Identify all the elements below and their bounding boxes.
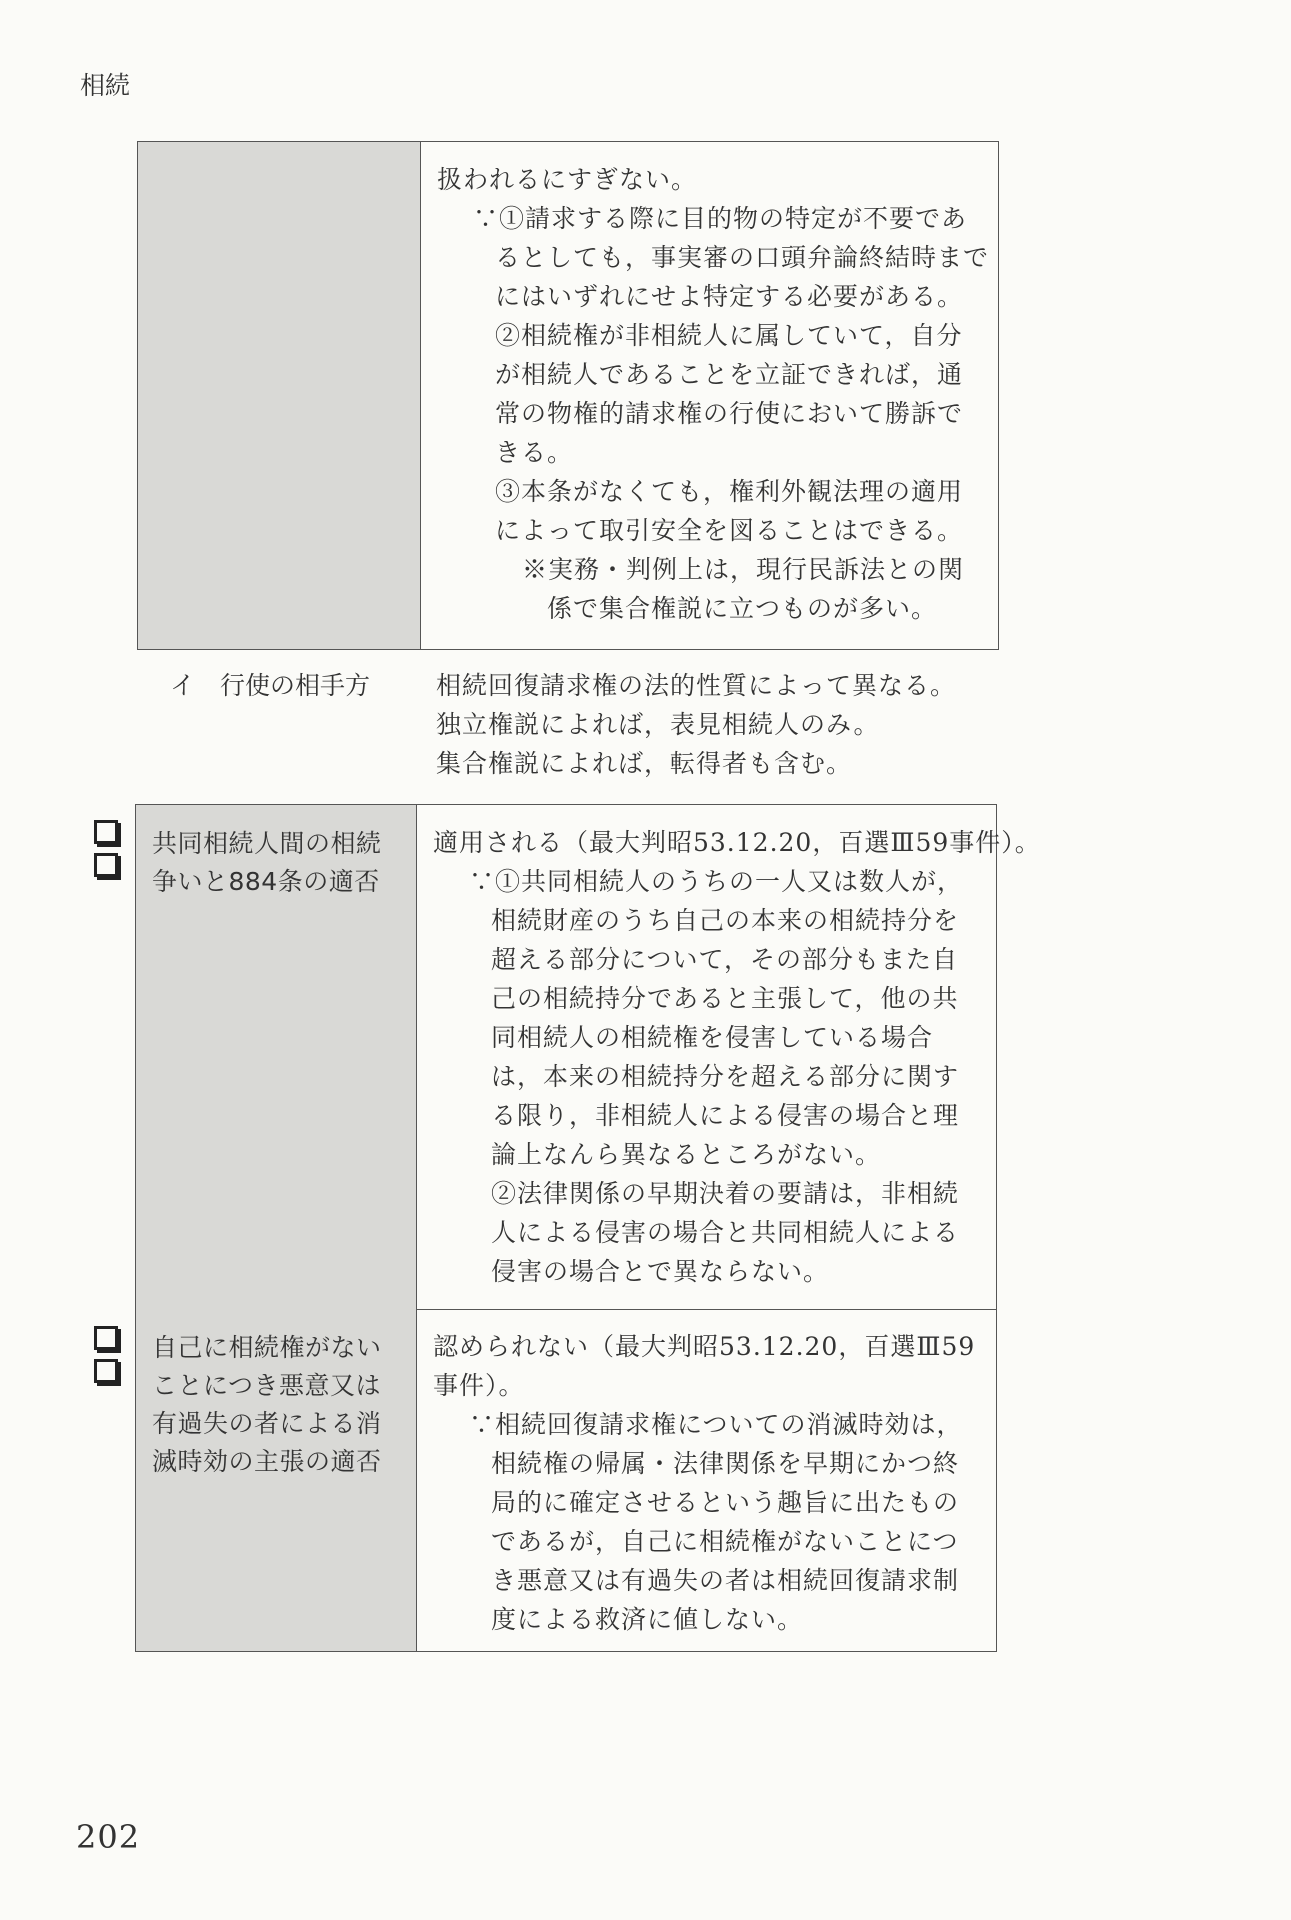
topic-label: 有過失の者による消 <box>152 1409 382 1438</box>
table-block-1 <box>137 141 999 650</box>
text-line: 係で集合権説に立つものが多い。 <box>547 594 938 623</box>
text-line: ※実務・判例上は，現行民訴法との関 <box>522 555 965 584</box>
text-line: 侵害の場合とで異ならない。 <box>491 1257 830 1286</box>
topic-label: 自己に相続権がない <box>152 1333 382 1362</box>
topic-label: 争いと884条の適否 <box>152 867 380 896</box>
review-checkboxes <box>94 820 118 886</box>
text-line: 人による侵害の場合と共同相続人による <box>491 1218 960 1247</box>
content-cell <box>417 805 1041 1309</box>
text-line: 超える部分について，その部分もまた自 <box>491 945 959 974</box>
page-number: 202 <box>76 1818 141 1856</box>
text-line: にはいずれにせよ特定する必要がある。 <box>495 282 964 311</box>
section-body <box>436 666 956 783</box>
section-heading: イ 行使の相手方 <box>170 671 371 700</box>
content-cell <box>417 1309 996 1651</box>
checkbox-icon[interactable] <box>94 1359 118 1383</box>
topic-label: ことにつき悪意又は <box>152 1371 382 1400</box>
review-checkboxes <box>94 1326 118 1392</box>
checkbox-icon[interactable] <box>94 853 118 877</box>
text-line: ②法律関係の早期決着の要請は，非相続 <box>491 1179 960 1208</box>
text-line: 相続財産のうち自己の本来の相続持分を <box>491 906 960 935</box>
text-line: ②相続権が非相続人に属していて，自分 <box>495 321 963 350</box>
text-line: 己の相続持分であると主張して，他の共 <box>491 984 959 1013</box>
text-line: によって取引安全を図ることはできる。 <box>495 516 964 545</box>
text-line: きる。 <box>495 438 574 467</box>
text-line: き悪意又は有過失の者は相続回復請求制 <box>491 1566 960 1595</box>
topic-label: 共同相続人間の相続 <box>152 829 382 858</box>
checkbox-icon[interactable] <box>94 1326 118 1350</box>
topic-label-cell <box>136 1309 417 1651</box>
checkbox-icon[interactable] <box>94 820 118 844</box>
text-line: であるが，自己に相続権がないことにつ <box>491 1527 959 1556</box>
text-line: る限り，非相続人による侵害の場合と理 <box>491 1101 960 1130</box>
text-line: 同相続人の相続権を侵害している場合 <box>491 1023 934 1052</box>
text-line: 度による救済に値しない。 <box>491 1605 804 1634</box>
text-line: 集合権説によれば，転得者も含む。 <box>436 749 853 778</box>
running-head: 相続 <box>80 71 131 100</box>
table-block-3 <box>135 1309 997 1652</box>
table-block-2 <box>135 804 1041 1310</box>
topic-label: 滅時効の主張の適否 <box>152 1447 382 1476</box>
topic-label-cell <box>136 805 417 1309</box>
text-line: るとしても，事実審の口頭弁論終結時まで <box>495 243 990 272</box>
text-line: 相続回復請求権の法的性質によって異なる。 <box>436 671 957 700</box>
text-line: が相続人であることを立証できれば，通 <box>495 360 964 389</box>
text-line: 適用される（最大判昭53.12.20，百選Ⅲ59事件）。 <box>433 828 1041 857</box>
text-line: 扱われるにすぎない。 <box>437 165 698 194</box>
text-line: 認められない（最大判昭53.12.20，百選Ⅲ59 <box>433 1332 976 1361</box>
text-line: 相続権の帰属・法律関係を早期にかつ終 <box>491 1449 960 1478</box>
text-line: は，本来の相続持分を超える部分に関す <box>491 1062 960 1091</box>
content-cell <box>421 142 998 649</box>
text-line: 論上なんら異なるところがない。 <box>491 1140 882 1169</box>
text-line: 事件）。 <box>433 1371 525 1400</box>
text-line: 常の物権的請求権の行使において勝訴で <box>495 399 964 428</box>
shaded-label-cell <box>138 142 421 649</box>
text-line: ③本条がなくても，権利外観法理の適用 <box>495 477 964 506</box>
text-line: ∵①請求する際に目的物の特定が不要であ <box>473 204 968 233</box>
text-line: 局的に確定させるという趣旨に出たもの <box>491 1488 960 1517</box>
text-line: ∵①共同相続人のうちの一人又は数人が， <box>469 867 964 896</box>
text-line: ∵相続回復請求権についての消滅時効は， <box>469 1410 963 1439</box>
text-line: 独立権説によれば，表見相続人のみ。 <box>436 710 880 739</box>
